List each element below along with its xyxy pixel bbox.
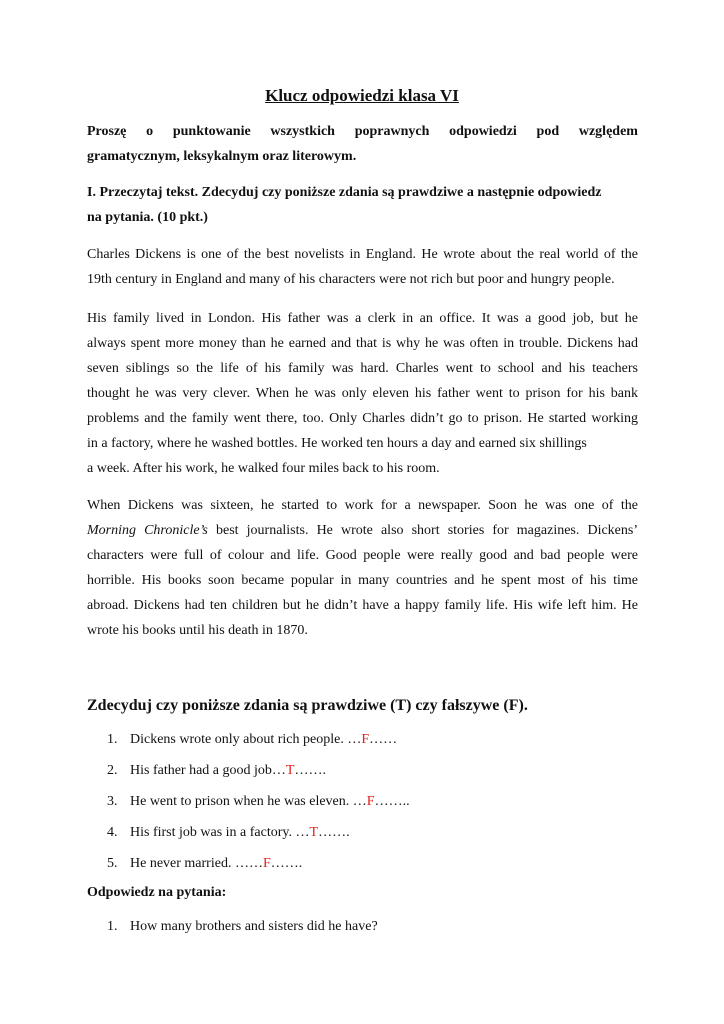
question-item: [107, 916, 627, 938]
intro-word: punktowanie: [172, 124, 251, 139]
answer-tail: …….: [270, 856, 303, 871]
paragraph-line: seven siblings so the life of his family was hard. Charles went to school and his teachers: [87, 361, 638, 376]
true-false-heading: Zdecyduj czy poniższe zdania są prawdziwe (T) czy fałszywe (F).: [87, 697, 528, 714]
task-1-instruction: [87, 180, 638, 230]
paragraph-line: wrote his books until his death in 1870.: [87, 623, 308, 638]
task-1-line-2: na pytania. (10 pkt.): [87, 210, 208, 225]
statement-text: He never married. ……: [130, 856, 263, 871]
intro-word: względem: [578, 124, 638, 139]
statement-text: His father had a good job…: [130, 763, 286, 778]
paragraph-line-rest: best journalists. He wrote also short stories for magazines. Dickens’: [207, 523, 639, 538]
answer-tail: …….: [294, 763, 326, 778]
item-number: 2.: [107, 763, 118, 778]
item-number: 4.: [107, 825, 118, 840]
paragraph-line: a week. After his work, he walked four miles back to his room.: [87, 461, 440, 476]
paragraph-line: always spent more money than he earned and that is why he was often in trouble. Dickens had: [87, 336, 638, 351]
statement-text: Dickens wrote only about rich people. …: [130, 732, 362, 747]
page-title: Klucz odpowiedzi klasa VI: [265, 86, 459, 105]
intro-line-1: [87, 119, 638, 144]
intro-word: wszystkich: [270, 124, 335, 139]
paragraph-line-with-italic: [87, 518, 638, 543]
item-text: [130, 822, 350, 853]
answer-mark: T: [285, 763, 295, 778]
item-number: 1.: [107, 919, 118, 934]
answer-mark: F: [361, 732, 370, 747]
answer-tail: ……..: [374, 794, 410, 809]
item-text: [130, 760, 326, 791]
item-text: [130, 791, 410, 822]
task-1-line-1: I. Przeczytaj tekst. Zdecyduj czy poniższe zdania są prawdziwe a następnie odpowiedz: [87, 185, 602, 200]
newspaper-title: Morning Chronicle’s: [87, 523, 208, 538]
answer-tail: ……: [369, 732, 398, 747]
intro-word: odpowiedzi: [449, 124, 517, 139]
questions-list: [107, 916, 627, 938]
statement-text: He went to prison when he was eleven. …: [130, 794, 367, 809]
paragraph-3: [87, 493, 638, 643]
item-text: [130, 729, 397, 760]
true-false-item: [107, 760, 627, 791]
paragraph-line: When Dickens was sixteen, he started to work for a newspaper. Soon he was one of the: [87, 498, 638, 513]
true-false-item: [107, 822, 627, 853]
paragraph-line: horrible. His books soon became popular in many countries and he spent most of his time: [87, 573, 638, 588]
paragraph-line: thought he was very clever. When he was only eleven his father went to prison for his bank: [87, 386, 638, 401]
item-number: 5.: [107, 856, 118, 871]
intro-word: Proszę: [87, 124, 127, 139]
intro-word: o: [146, 124, 154, 139]
true-false-list: [107, 729, 627, 884]
answer-tail: …….: [318, 825, 350, 840]
item-number: 1.: [107, 732, 118, 747]
paragraph-line: in a factory, where he washed bottles. He worked ten hours a day and earned six shillings: [87, 436, 587, 451]
paragraph-1: [87, 242, 638, 292]
item-number: 3.: [107, 794, 118, 809]
paragraph-line: His family lived in London. His father was a clerk in an office. It was a good job, but he: [87, 311, 638, 326]
paragraph-line: problems and the family went there, too. Only Charles didn’t go to prison. He started working: [87, 411, 638, 426]
paragraph-2: [87, 306, 638, 481]
answer-mark: F: [366, 794, 375, 809]
item-text: [130, 853, 302, 884]
answer-mark: F: [262, 856, 271, 871]
intro-word: poprawnych: [354, 124, 430, 139]
statement-text: His first job was in a factory. …: [130, 825, 310, 840]
paragraph-line: Charles Dickens is one of the best novelists in England. He wrote about the real world of the: [87, 247, 638, 262]
answer-mark: T: [309, 825, 319, 840]
questions-heading: Odpowiedz na pytania:: [87, 885, 227, 900]
paragraph-line: 19th century in England and many of his characters were not rich but poor and hungry people.: [87, 272, 615, 287]
intro-instruction: [87, 119, 638, 169]
intro-word: pod: [536, 124, 560, 139]
paragraph-line: characters were full of colour and life. Good people were really good and bad people were: [87, 548, 638, 563]
true-false-item: [107, 791, 627, 822]
question-text: How many brothers and sisters did he have?: [130, 919, 378, 934]
paragraph-line: abroad. Dickens had ten children but he didn’t have a happy family life. His wife left him. He: [87, 598, 638, 613]
true-false-item: [107, 729, 627, 760]
true-false-item: [107, 853, 627, 884]
intro-line-2: gramatycznym, leksykalnym oraz literowym.: [87, 149, 357, 164]
